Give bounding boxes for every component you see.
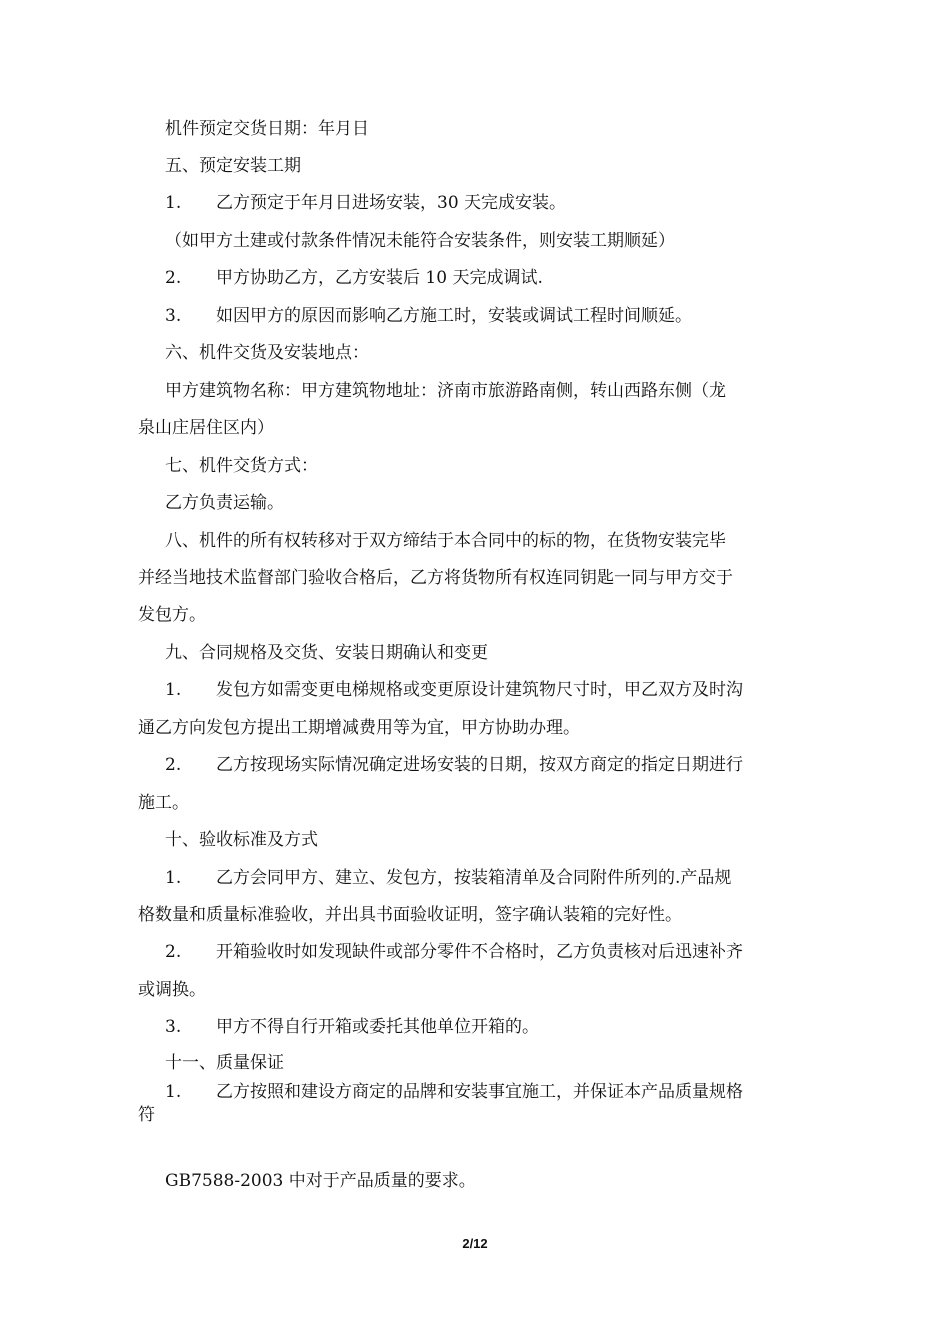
section-8-heading: 八、机件的所有权转移对于双方缔结于本合同中的标的物，在货物安装完毕 [165,531,726,551]
item-number: 3. [165,306,182,326]
paragraph-line: 通乙方向发包方提出工期增减费用等为宜，甲方协助办理。 [138,718,580,738]
delivery-date-line: 机件预定交货日期：年月日 [165,119,369,139]
paragraph-line: 格数量和质量标准验收，并出具书面验收证明，签字确认装箱的完好性。 [138,905,682,925]
section-11-heading: 十一、质量保证 [165,1053,284,1073]
item-number: 1. [165,193,182,213]
item-number: 2. [165,268,182,288]
paragraph-line: 发包方。 [138,605,206,625]
item-text: 开箱验收时如发现缺件或部分零件不合格时，乙方负责核对后迅速补齐 [216,942,743,962]
page-number: 2/12 [462,1236,488,1251]
item-number: 1. [165,680,182,700]
section-10-heading: 十、验收标准及方式 [165,830,318,850]
item-text: 乙方按现场实际情况确定进场安装的日期，按双方商定的指定日期进行 [216,755,743,775]
paragraph-line: 符 [138,1105,155,1125]
paragraph-line: GB7588-2003 中对于产品质量的要求。 [165,1171,476,1191]
paragraph-line: 并经当地技术监督部门验收合格后，乙方将货物所有权连同钥匙一同与甲方交于 [138,568,733,588]
item-text: 甲方协助乙方，乙方安装后 10 天完成调试. [216,268,543,288]
item-text: 乙方会同甲方、建立、发包方，按装箱清单及合同附件所列的.产品规 [216,868,732,888]
item-text: 发包方如需变更电梯规格或变更原设计建筑物尺寸时，甲乙双方及时沟 [216,680,743,700]
item-number: 2. [165,942,182,962]
item-text: 如因甲方的原因而影响乙方施工时，安装或调试工程时间顺延。 [216,306,692,326]
paragraph-line: 泉山庄居住区内） [138,418,274,438]
paragraph-line: 施工。 [138,793,189,813]
item-text: 甲方不得自行开箱或委托其他单位开箱的。 [216,1017,539,1037]
paragraph-line: 甲方建筑物名称：甲方建筑物地址：济南市旅游路南侧，转山西路东侧（龙 [165,381,726,401]
item-number: 3. [165,1017,182,1037]
section-6-heading: 六、机件交货及安装地点： [165,343,369,363]
paragraph-line: 或调换。 [138,980,206,1000]
item-text: 乙方预定于年月日进场安装，30 天完成安装。 [216,193,567,213]
note-line: （如甲方土建或付款条件情况未能符合安装条件，则安装工期顺延） [165,231,675,251]
section-5-heading: 五、预定安装工期 [165,156,301,176]
item-number: 1. [165,868,182,888]
paragraph-line: 乙方负责运输。 [165,493,284,513]
item-number: 1. [165,1082,182,1102]
item-number: 2. [165,755,182,775]
section-7-heading: 七、机件交货方式： [165,456,318,476]
item-text: 乙方按照和建设方商定的品牌和安装事宜施工，并保证本产品质量规格 [216,1082,743,1102]
section-9-heading: 九、合同规格及交货、安装日期确认和变更 [165,643,488,663]
